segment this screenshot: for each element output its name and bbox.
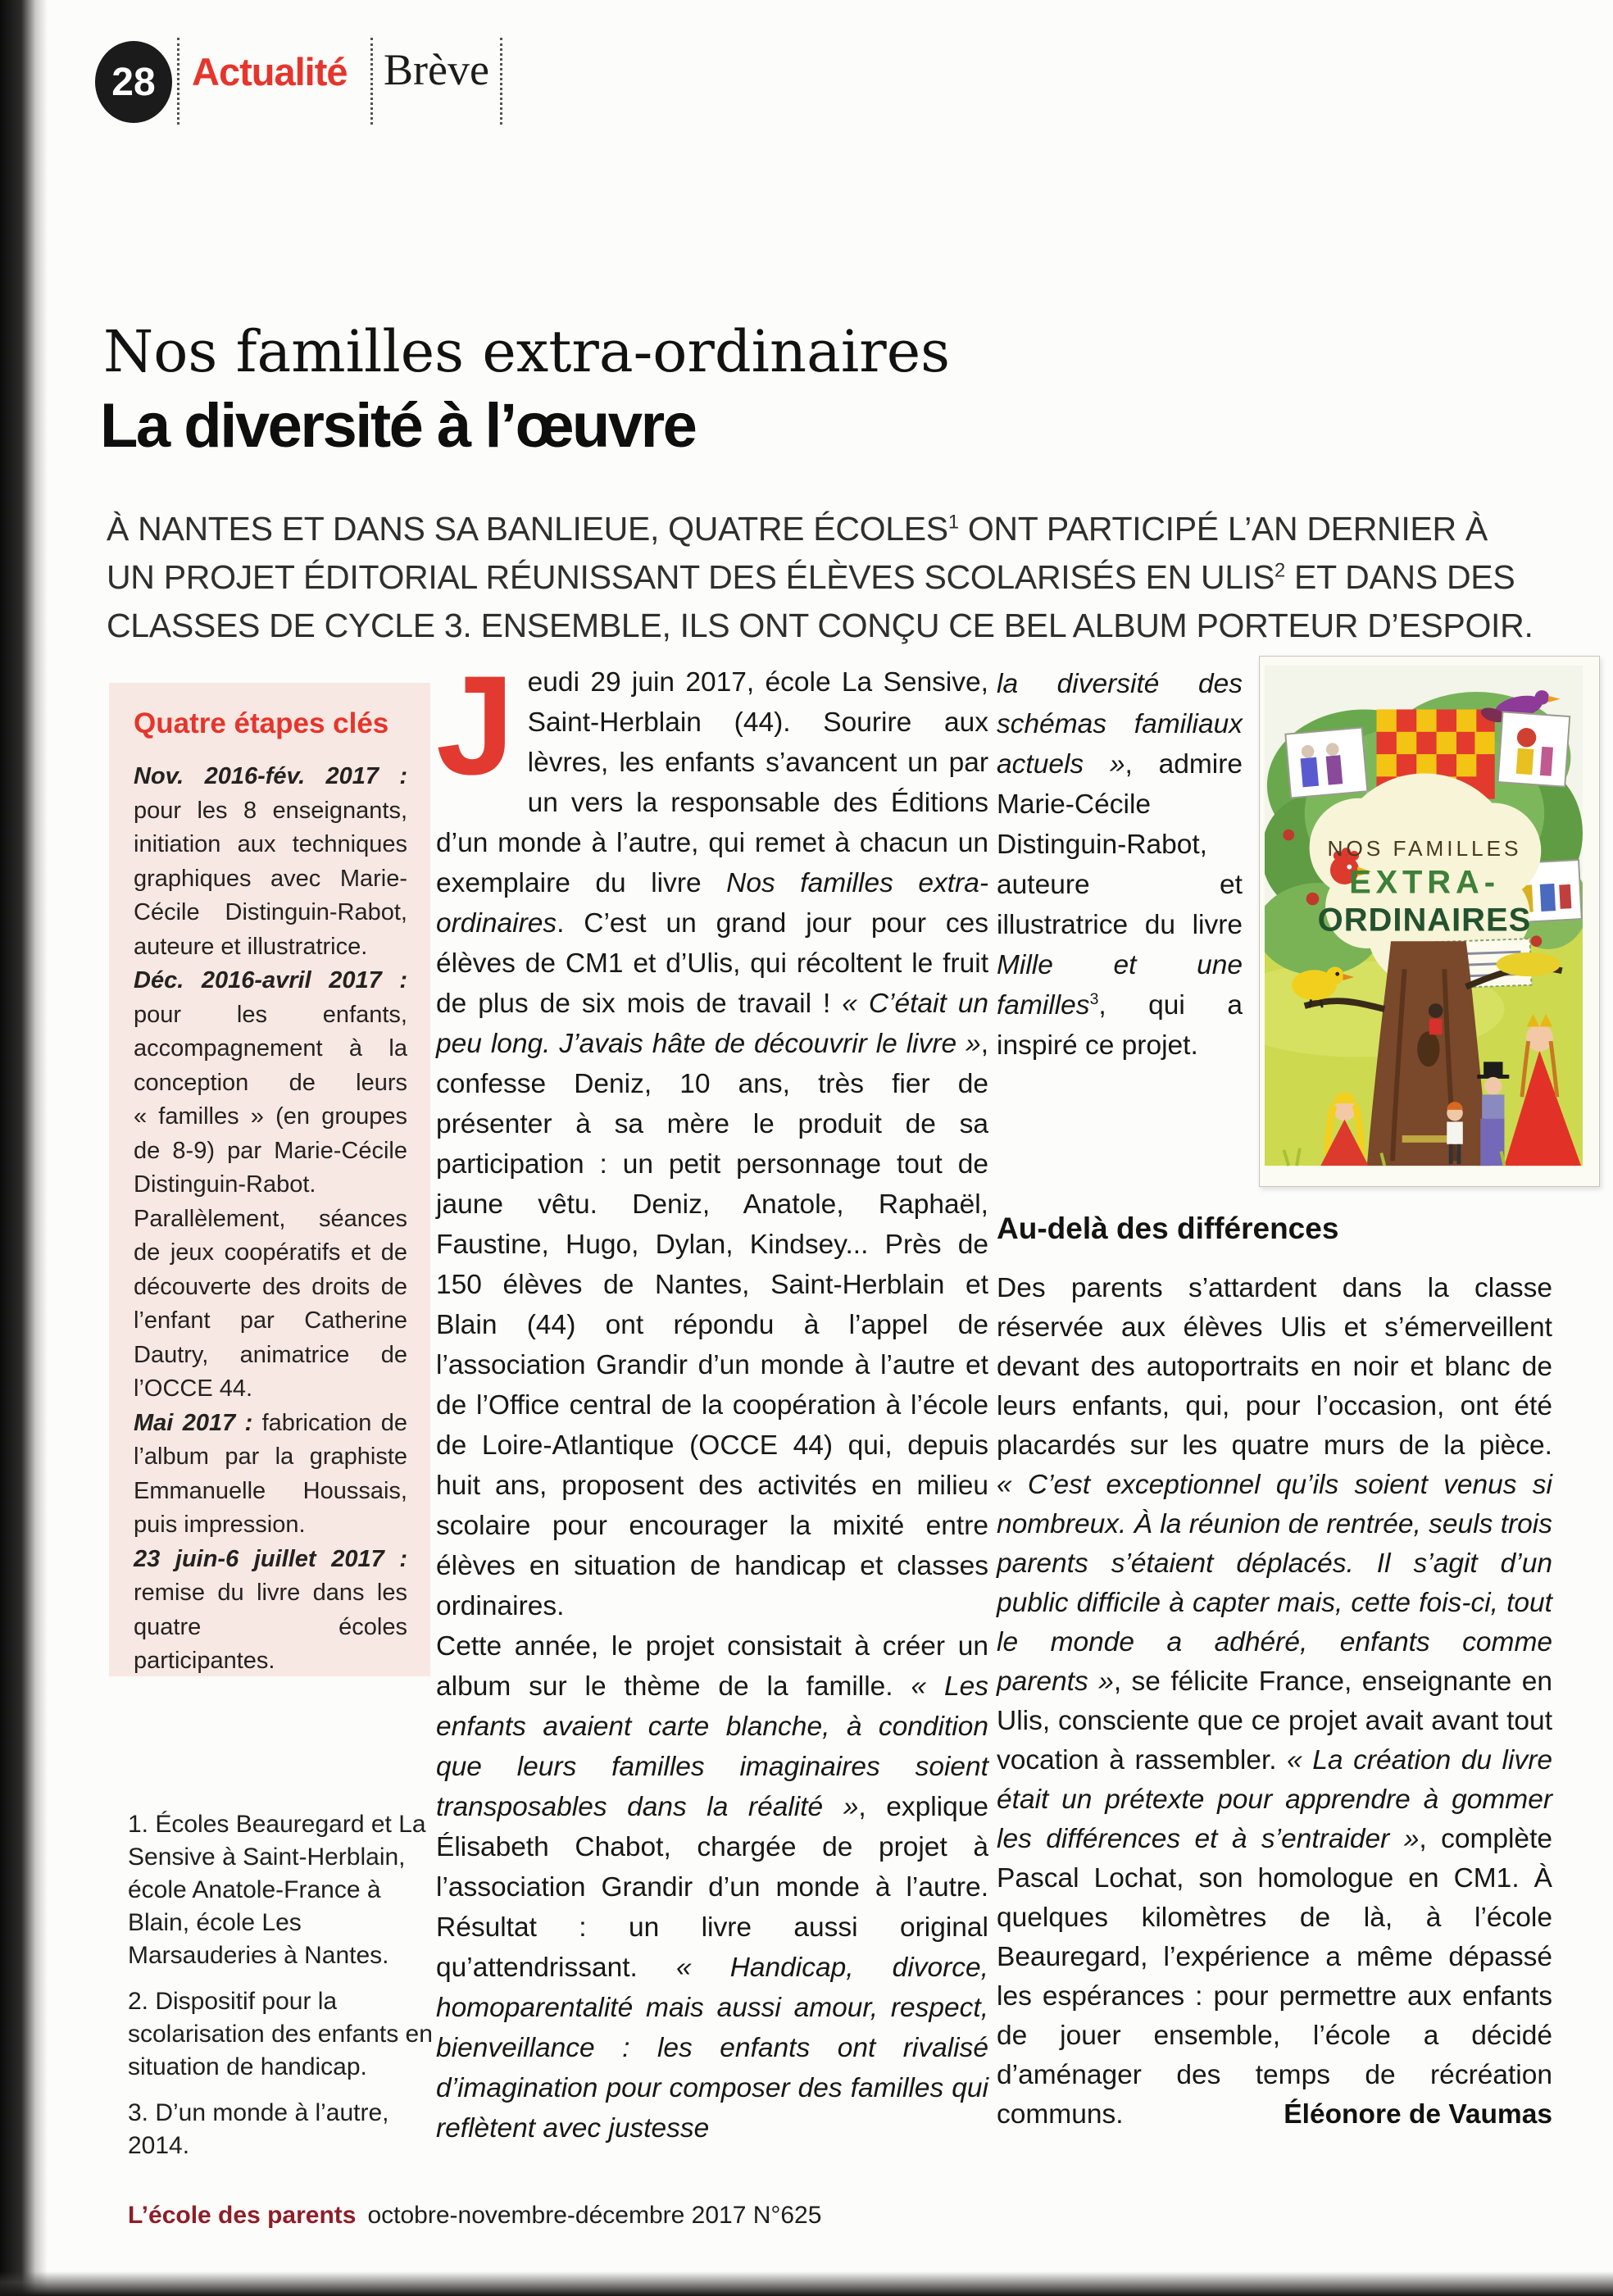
body-text: , explique Élisabeth Chabot, chargée de projet à l’association Grandir d’un monde à l’autre. Résultat : un livre aussi original qu’attendrissant. [436, 1792, 988, 1983]
article-paragraph [436, 647, 988, 1626]
key-step [134, 1407, 407, 1543]
article-column-2-top [997, 664, 1243, 1066]
key-step-text: pour les enfants, accompagnement à la conception de leurs « familles » (en groupes de 8-9) par Marie-Cécile Distinguin-Rabot. Parallèlement, séances de jeux coopératifs et de découverte des droits de l’enfant par Catherine Dautry, animatrice de l’OCCE 44. [134, 1001, 407, 1402]
body-text-italic: Nos familles extra-ordinaires [436, 868, 988, 939]
key-step [134, 760, 407, 964]
body-text-italic: « C’était un peu long. J’avais hâte de découvrir le livre » [436, 989, 988, 1059]
body-text: , se félicite France, enseignante en Ulis, consciente que ce projet avait avant tout vocation à rassembler. [997, 1666, 1552, 1775]
body-text: , qui a inspiré ce projet. [997, 990, 1243, 1061]
book-title-line3: ORDINAIRES [1317, 902, 1532, 939]
book-title-line2: EXTRA- [1349, 864, 1500, 901]
scan-edge-bottom [0, 2271, 1613, 2296]
key-step-date: Mai 2017 : [134, 1409, 262, 1436]
key-step-text: pour les 8 enseignants, initiation aux techniques graphiques avec Marie-Cécile Distinguin-Rabot, auteure et illustratrice. [134, 797, 407, 960]
body-text: Cette année, le projet consistait à créer un album sur le thème de la famille. [436, 1631, 988, 1702]
climbing-figure [1429, 1003, 1443, 1034]
body-text: . C’est un grand jour pour ces élèves de CM1 et d’Ulis, qui récoltent le fruit de plus de six mois de travail ! [436, 908, 988, 1019]
key-step-text: remise du livre dans les quatre écoles participantes. [134, 1580, 407, 1674]
header-divider [177, 38, 179, 125]
book-cover-illustration [1265, 662, 1583, 1170]
key-step-date: Nov. 2016-fév. 2017 : [134, 763, 407, 789]
footnote: 1. Écoles Beauregard et La Sensive à Saint-Herblain, école Anatole-France à Blain, école Les Marsauderies à Nantes. [128, 1811, 426, 1969]
footnote: 2. Dispositif pour la scolarisation des enfants en situation de handicap. [128, 1988, 433, 2080]
body-text-italic: « Les enfants avaient carte blanche, à condition que leurs familles imaginaires soient transposables dans la réalité » [436, 1671, 988, 1822]
rubric-label: Brève [384, 45, 489, 94]
article-headline: La diversité à l’œuvre [100, 391, 696, 461]
body-text: , complète Pascal Lochat, son homologue en CM1. À quelques kilomètres de là, à l’école Beauregard, l’expérience a même dépassé les espérances : pour permettre aux enfants de jouer ensemble, l’école a décidé d’aménager des temps de récréation communs. [997, 1824, 1553, 2130]
article-kicker: Nos familles extra-ordinaires [103, 318, 951, 385]
magazine-footer [128, 2202, 821, 2230]
author-byline: Éléonore de Vaumas [1284, 2099, 1552, 2130]
page-number: 28 [111, 60, 156, 104]
key-step [134, 964, 407, 1407]
footnotes [128, 1808, 438, 2176]
key-steps-box [109, 683, 430, 1676]
key-step-date: 23 juin-6 juillet 2017 : [134, 1545, 407, 1572]
header-divider [500, 38, 502, 125]
magazine-title: L’école des parents [128, 2202, 357, 2229]
body-text-italic: « Handicap, divorce, homoparentalité mais aussi amour, respect, bienveillance : les enfants ont rivalisé d’imagination pour composer des familles qui reflètent avec justesse [436, 1953, 988, 2144]
section-label: Actualité [192, 50, 348, 93]
footnote: 3. D’un monde à l’autre, 2014. [128, 2099, 389, 2159]
standfirst-text: ONT PARTICIPÉ L’AN DERNIER À UN PROJET ÉDITORIAL RÉUNISSANT DES ÉLÈVES SCOLARISÉS EN ULIS [107, 510, 1488, 596]
footnote-marker-3: 3 [1089, 989, 1099, 1008]
footnote-marker-1: 1 [947, 511, 959, 534]
scan-edge-left [0, 0, 48, 2296]
body-text: Des parents s’attardent dans la classe réservée aux élèves Ulis et s’émerveillent devant des autoportraits en noir et blanc de leurs enfants, qui, pour l’occasion, ont été placardés sur les quatre murs de la pièce. [997, 1273, 1552, 1461]
book-title [1318, 836, 1532, 939]
key-step [134, 1543, 407, 1677]
standfirst-text: ET DANS DES CLASSES DE CYCLE 3. ENSEMBLE, ILS ONT CONÇU CE BEL ALBUM PORTEUR D’ESPOIR. [107, 558, 1533, 644]
article-standfirst [107, 505, 1541, 650]
body-text: , admire Marie-Cécile Distinguin-Rabot, auteure et illustratrice du livre [997, 749, 1243, 940]
book-title-line1: NOS FAMILLES [1327, 835, 1522, 861]
key-steps-heading: Quatre étapes clés [134, 707, 389, 739]
key-step-text: fabrication de l’album par la graphiste Emmanuelle Houssais, puis impression. [134, 1409, 407, 1538]
photo-frame [1285, 728, 1367, 798]
article-column-2-body [997, 1269, 1552, 2135]
standfirst-text: À NANTES ET DANS SA BANLIEUE, QUATRE ÉCOLES [107, 510, 948, 548]
article-paragraph [436, 1626, 988, 2148]
body-text-italic: Mille et une familles [997, 950, 1243, 1021]
key-step-date: Déc. 2016-avril 2017 : [134, 967, 407, 993]
book-cover-image [1259, 656, 1600, 1187]
body-text: eudi 29 juin 2017, école La Sensive, Saint-Herblain (44). Sourire aux lèvres, les enfants s’avancent un par un vers la responsable des Éditions d’un monde à l’autre, qui remet à chacun un exemplaire du livre [436, 667, 988, 898]
body-text-italic: la diversité des schémas familiaux actuels » [997, 669, 1243, 780]
hatted-figure [1477, 1062, 1509, 1166]
issue-info: octobre-novembre-décembre 2017 N°625 [367, 2202, 822, 2229]
body-text-italic: « La création du livre était un prétexte pour apprendre à gommer les différences et à s’entraider » [997, 1745, 1552, 1854]
body-text-italic: « C’est exceptionnel qu’ils soient venus si nombreux. À la réunion de rentrée, seuls trois parents s’étaient déplacés. Il s’agit d’un public difficile à capter mais, cette fois-ci, tout le monde a adhéré, enfants comme parents » [997, 1470, 1552, 1697]
nest [1497, 952, 1561, 976]
page-number-badge [95, 41, 172, 123]
header-divider [370, 38, 373, 125]
footnote-marker-2: 2 [1274, 559, 1285, 582]
article-column-1 [436, 647, 988, 2148]
photo-frame [1498, 712, 1570, 786]
drop-cap: J [436, 647, 515, 804]
article-subheading: Au-delà des différences [997, 1212, 1339, 1245]
body-text: , confesse Deniz, 10 ans, très fier de présenter à sa mère le produit de sa participation : un petit personnage tout de jaune vêtu. Deniz, Anatole, Raphaël, Faustine, Hugo, Dylan, Kindsey... Près de 150 élèves de Nantes, Saint-Herblain et Blain (44) ont répondu à l’appel de l’association Grandir d’un monde à l’autre et de l’Office central de la coopération à l’école de Loire-Atlantique (OCCE 44) qui, depuis huit ans, proposent des activités en milieu scolaire pour encourager la mixité entre élèves en situation de handicap et classes ordinaires. [436, 1029, 988, 1621]
